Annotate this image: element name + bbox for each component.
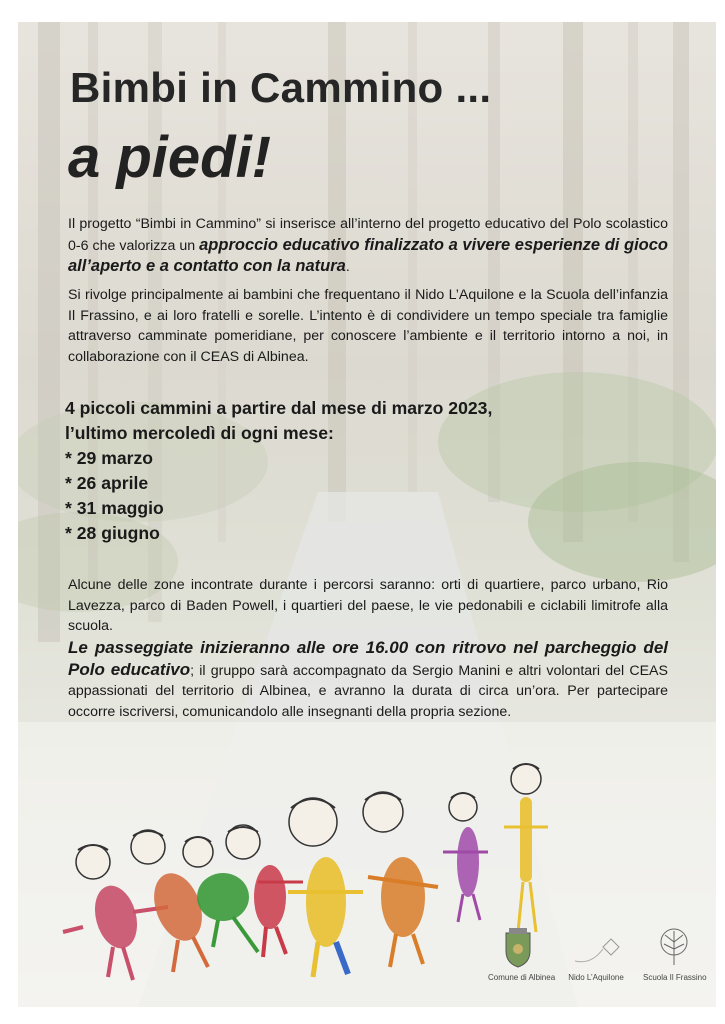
logo-caption: Scuola Il Frassino xyxy=(643,973,707,982)
coat-of-arms-icon xyxy=(501,927,535,969)
poster-content xyxy=(18,22,716,1007)
partner-logos xyxy=(488,927,708,997)
meeting-emphasis: Le passeggiate inizieranno alle ore 16.00 con ritrovo nel parcheggio del Polo educativo xyxy=(68,638,668,679)
logo-caption: Nido L’Aquilone xyxy=(568,973,624,982)
walk-date: * 31 maggio xyxy=(65,498,164,518)
walks-heading-2: l’ultimo mercoledì di ogni mese: xyxy=(65,423,334,443)
title-line-1: Bimbi in Cammino ... xyxy=(70,64,492,111)
child-figure xyxy=(63,845,168,980)
children-drawing xyxy=(18,752,488,1002)
poster xyxy=(18,22,716,1007)
kite-icon xyxy=(571,935,621,969)
logo-scuola-frassino xyxy=(643,927,705,982)
child-figure xyxy=(363,792,438,967)
description-paragraph: Si rivolge principalmente ai bambini che frequentano il Nido L’Aquilone e la Scuola dell’infanzia Il Frassino, e ai loro fratelli e sorelle. L’intento è di condividere un tempo speciale tra famiglie attraverso camminate pomeridiane, per conoscere l’ambiente e il territorio intorno a noi, in collaborazione con il CEAS di Albinea. xyxy=(68,287,668,365)
intro-paragraph xyxy=(68,214,668,278)
zones-paragraph: Alcune delle zone incontrate durante i percorsi saranno: orti di quartiere, parco urbano, Rio Lavezza, parco di Baden Powell, i quartieri del paese, le vie pedonabili e ciclabili limitrofe alla scuola. xyxy=(68,577,668,634)
logo-comune-albinea xyxy=(488,927,556,982)
intro-text-start: Il progetto “Bimbi in Cammino” si inserisce all’interno del progetto educativo del Polo scolastico 0-6 che valorizza un xyxy=(68,216,668,254)
walks-heading-1: 4 piccoli cammini a partire dal mese di marzo 2023, xyxy=(65,398,493,418)
walk-date: * 28 giugno xyxy=(65,523,160,543)
meeting-paragraph xyxy=(68,638,668,722)
title-line-2: a piedi! xyxy=(68,125,272,190)
child-figure-tall xyxy=(496,757,556,947)
intro-emphasis: approccio educativo finalizzato a vivere esperienze di gioco all’aperto e a contatto con la natura xyxy=(68,235,668,275)
logo-caption: Comune di Albinea xyxy=(488,973,556,982)
walk-date: * 26 aprile xyxy=(65,473,149,493)
meeting-details: ; il gruppo sarà accompagnato da Sergio Manini e altri volontari del CEAS appassionati del territorio di Albinea, e avranno la durata di circa un’ora. Per partecipare occorre iscriversi, comunicandolo alle insegnanti della propria sezione. xyxy=(68,662,668,720)
child-figure xyxy=(443,793,488,922)
walk-date: * 29 marzo xyxy=(65,448,154,468)
logo-nido-aquilone xyxy=(566,935,626,982)
walks-schedule xyxy=(65,396,492,546)
intro-text-end: . xyxy=(345,259,350,275)
child-figure xyxy=(288,798,363,977)
tree-icon xyxy=(657,927,691,969)
